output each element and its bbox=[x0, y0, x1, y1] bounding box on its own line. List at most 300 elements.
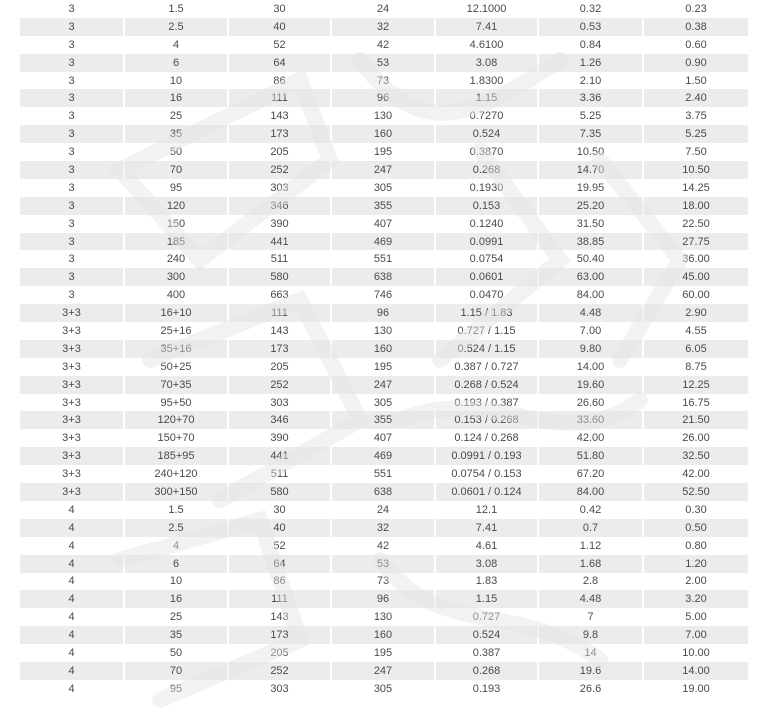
table-cell: 195 bbox=[331, 644, 435, 662]
table-cell: 5.25 bbox=[643, 125, 748, 143]
table-cell: 40 bbox=[228, 519, 331, 537]
table-cell: 25.20 bbox=[538, 197, 643, 215]
table-row bbox=[20, 608, 748, 626]
table-cell: 160 bbox=[331, 340, 435, 358]
table-row bbox=[20, 411, 748, 429]
table-cell: 551 bbox=[331, 465, 435, 483]
table-cell: 240+120 bbox=[124, 465, 228, 483]
table-cell: 70 bbox=[124, 662, 228, 680]
table-cell: 7 bbox=[538, 608, 643, 626]
table-cell: 1.12 bbox=[538, 537, 643, 555]
table-cell: 3 bbox=[20, 143, 124, 161]
table-cell: 143 bbox=[228, 608, 331, 626]
table-cell: 1.68 bbox=[538, 555, 643, 573]
table-cell: 407 bbox=[331, 429, 435, 447]
table-cell: 19.6 bbox=[538, 662, 643, 680]
table-cell: 407 bbox=[331, 215, 435, 233]
table-cell: 32 bbox=[331, 18, 435, 36]
table-cell: 3 bbox=[20, 54, 124, 72]
table-cell: 6 bbox=[124, 555, 228, 573]
table-cell: 3+3 bbox=[20, 429, 124, 447]
table-cell: 252 bbox=[228, 662, 331, 680]
table-cell: 22.50 bbox=[643, 215, 748, 233]
table-cell: 0.23 bbox=[643, 0, 748, 18]
table-cell: 0.153 / 0.268 bbox=[435, 411, 538, 429]
table-cell: 303 bbox=[228, 394, 331, 412]
table-cell: 0.0991 bbox=[435, 233, 538, 251]
table-cell: 10 bbox=[124, 573, 228, 591]
table-cell: 36.00 bbox=[643, 250, 748, 268]
table-cell: 120 bbox=[124, 197, 228, 215]
table-cell: 4.48 bbox=[538, 304, 643, 322]
table-cell: 0.268 / 0.524 bbox=[435, 376, 538, 394]
table-cell: 355 bbox=[331, 197, 435, 215]
table-cell: 7.50 bbox=[643, 143, 748, 161]
table-cell: 173 bbox=[228, 340, 331, 358]
table-row bbox=[20, 54, 748, 72]
table-cell: 638 bbox=[331, 268, 435, 286]
table-cell: 14.25 bbox=[643, 179, 748, 197]
table-row bbox=[20, 161, 748, 179]
table-cell: 38.85 bbox=[538, 233, 643, 251]
table-cell: 3 bbox=[20, 72, 124, 90]
table-cell: 4 bbox=[20, 590, 124, 608]
table-cell: 0.7270 bbox=[435, 107, 538, 125]
table-cell: 0.387 / 0.727 bbox=[435, 358, 538, 376]
table-cell: 390 bbox=[228, 429, 331, 447]
table-cell: 50 bbox=[124, 143, 228, 161]
table-cell: 19.00 bbox=[643, 680, 748, 698]
table-cell: 33.60 bbox=[538, 411, 643, 429]
table-cell: 0.727 bbox=[435, 608, 538, 626]
table-cell: 1.26 bbox=[538, 54, 643, 72]
table-cell: 73 bbox=[331, 72, 435, 90]
table-cell: 30 bbox=[228, 501, 331, 519]
table-cell: 0.0991 / 0.193 bbox=[435, 447, 538, 465]
table-cell: 24 bbox=[331, 501, 435, 519]
table-cell: 0.50 bbox=[643, 519, 748, 537]
table-cell: 40 bbox=[228, 18, 331, 36]
table-cell: 205 bbox=[228, 358, 331, 376]
table-row bbox=[20, 197, 748, 215]
table-cell: 53 bbox=[331, 555, 435, 573]
table-cell: 346 bbox=[228, 197, 331, 215]
table-cell: 150 bbox=[124, 215, 228, 233]
table-cell: 26.60 bbox=[538, 394, 643, 412]
table-cell: 0.124 / 0.268 bbox=[435, 429, 538, 447]
table-row bbox=[20, 662, 748, 680]
table-cell: 355 bbox=[331, 411, 435, 429]
table-cell: 31.50 bbox=[538, 215, 643, 233]
table-cell: 0.60 bbox=[643, 36, 748, 54]
table-row bbox=[20, 215, 748, 233]
table-cell: 0.193 bbox=[435, 680, 538, 698]
table-cell: 0.153 bbox=[435, 197, 538, 215]
table-cell: 64 bbox=[228, 54, 331, 72]
table-cell: 1.5 bbox=[124, 501, 228, 519]
table-cell: 130 bbox=[331, 322, 435, 340]
table-row bbox=[20, 590, 748, 608]
table-cell: 195 bbox=[331, 143, 435, 161]
table-cell: 3.36 bbox=[538, 89, 643, 107]
table-cell: 10.00 bbox=[643, 644, 748, 662]
table-cell: 1.15 bbox=[435, 590, 538, 608]
table-cell: 27.75 bbox=[643, 233, 748, 251]
table-cell: 185+95 bbox=[124, 447, 228, 465]
table-cell: 96 bbox=[331, 304, 435, 322]
table-cell: 4 bbox=[124, 537, 228, 555]
table-cell: 60.00 bbox=[643, 286, 748, 304]
table-cell: 240 bbox=[124, 250, 228, 268]
table-cell: 3 bbox=[20, 197, 124, 215]
table-cell: 14.00 bbox=[538, 358, 643, 376]
table-cell: 0.1930 bbox=[435, 179, 538, 197]
table-cell: 21.50 bbox=[643, 411, 748, 429]
table-cell: 4.6100 bbox=[435, 36, 538, 54]
table-cell: 400 bbox=[124, 286, 228, 304]
table-cell: 3+3 bbox=[20, 394, 124, 412]
table-cell: 4 bbox=[20, 626, 124, 644]
table-cell: 111 bbox=[228, 590, 331, 608]
table-cell: 25 bbox=[124, 608, 228, 626]
table-cell: 67.20 bbox=[538, 465, 643, 483]
table-cell: 130 bbox=[331, 107, 435, 125]
table-row bbox=[20, 537, 748, 555]
table-cell: 3+3 bbox=[20, 358, 124, 376]
table-cell: 441 bbox=[228, 447, 331, 465]
table-cell: 95 bbox=[124, 179, 228, 197]
table-cell: 0.268 bbox=[435, 662, 538, 680]
table-cell: 0.0601 / 0.124 bbox=[435, 483, 538, 501]
table-cell: 0.0470 bbox=[435, 286, 538, 304]
table-cell: 7.41 bbox=[435, 519, 538, 537]
table-cell: 5.00 bbox=[643, 608, 748, 626]
table-cell: 10 bbox=[124, 72, 228, 90]
table-cell: 143 bbox=[228, 322, 331, 340]
table-cell: 205 bbox=[228, 143, 331, 161]
table-row bbox=[20, 125, 748, 143]
table-cell: 1.5 bbox=[124, 0, 228, 18]
table-cell: 3.08 bbox=[435, 555, 538, 573]
table-row bbox=[20, 143, 748, 161]
table-cell: 0.193 / 0.387 bbox=[435, 394, 538, 412]
table-cell: 580 bbox=[228, 268, 331, 286]
table-cell: 130 bbox=[331, 608, 435, 626]
table-cell: 3+3 bbox=[20, 376, 124, 394]
table-row bbox=[20, 555, 748, 573]
table-cell: 3+3 bbox=[20, 411, 124, 429]
table-cell: 469 bbox=[331, 447, 435, 465]
table-cell: 4 bbox=[20, 555, 124, 573]
table-row bbox=[20, 626, 748, 644]
table-cell: 24 bbox=[331, 0, 435, 18]
table-cell: 303 bbox=[228, 680, 331, 698]
table-cell: 6.05 bbox=[643, 340, 748, 358]
table-row bbox=[20, 573, 748, 591]
table-cell: 3 bbox=[20, 268, 124, 286]
table-cell: 3 bbox=[20, 179, 124, 197]
table-cell: 638 bbox=[331, 483, 435, 501]
table-cell: 111 bbox=[228, 304, 331, 322]
table-cell: 7.35 bbox=[538, 125, 643, 143]
table-cell: 663 bbox=[228, 286, 331, 304]
table-row bbox=[20, 107, 748, 125]
table-cell: 0.3870 bbox=[435, 143, 538, 161]
table-row bbox=[20, 447, 748, 465]
table-row bbox=[20, 358, 748, 376]
table-row bbox=[20, 304, 748, 322]
table-cell: 3+3 bbox=[20, 304, 124, 322]
table-cell: 4.61 bbox=[435, 537, 538, 555]
table-cell: 50 bbox=[124, 644, 228, 662]
table-cell: 3+3 bbox=[20, 340, 124, 358]
table-cell: 52.50 bbox=[643, 483, 748, 501]
table-cell: 4 bbox=[20, 680, 124, 698]
table-row bbox=[20, 18, 748, 36]
table-cell: 42.00 bbox=[643, 465, 748, 483]
table-cell: 52 bbox=[228, 537, 331, 555]
table-cell: 1.20 bbox=[643, 555, 748, 573]
table-cell: 42.00 bbox=[538, 429, 643, 447]
table-cell: 1.50 bbox=[643, 72, 748, 90]
table-cell: 173 bbox=[228, 125, 331, 143]
table-row bbox=[20, 483, 748, 501]
table-cell: 120+70 bbox=[124, 411, 228, 429]
table-cell: 12.1000 bbox=[435, 0, 538, 18]
table-cell: 18.00 bbox=[643, 197, 748, 215]
table-cell: 0.0754 bbox=[435, 250, 538, 268]
table-cell: 2.10 bbox=[538, 72, 643, 90]
table-cell: 3.20 bbox=[643, 590, 748, 608]
table-cell: 0.727 / 1.15 bbox=[435, 322, 538, 340]
table-cell: 4 bbox=[20, 608, 124, 626]
table-cell: 7.00 bbox=[643, 626, 748, 644]
table-cell: 305 bbox=[331, 394, 435, 412]
table-cell: 19.60 bbox=[538, 376, 643, 394]
table-cell: 73 bbox=[331, 573, 435, 591]
table-cell: 252 bbox=[228, 376, 331, 394]
table-row bbox=[20, 89, 748, 107]
table-row bbox=[20, 72, 748, 90]
table-row bbox=[20, 680, 748, 698]
table-row bbox=[20, 233, 748, 251]
table-cell: 305 bbox=[331, 680, 435, 698]
table-cell: 0.524 / 1.15 bbox=[435, 340, 538, 358]
table-cell: 3 bbox=[20, 250, 124, 268]
table-cell: 0.53 bbox=[538, 18, 643, 36]
table-cell: 0.38 bbox=[643, 18, 748, 36]
table-cell: 16 bbox=[124, 89, 228, 107]
table-cell: 84.00 bbox=[538, 483, 643, 501]
table-cell: 16+10 bbox=[124, 304, 228, 322]
table-row bbox=[20, 179, 748, 197]
cable-spec-table bbox=[20, 0, 748, 698]
table-cell: 70+35 bbox=[124, 376, 228, 394]
table-row bbox=[20, 376, 748, 394]
table-cell: 3.75 bbox=[643, 107, 748, 125]
table-cell: 26.00 bbox=[643, 429, 748, 447]
table-cell: 12.1 bbox=[435, 501, 538, 519]
table-cell: 3 bbox=[20, 215, 124, 233]
table-cell: 50+25 bbox=[124, 358, 228, 376]
table-cell: 3 bbox=[20, 286, 124, 304]
table-cell: 1.8300 bbox=[435, 72, 538, 90]
table-cell: 10.50 bbox=[538, 143, 643, 161]
table-cell: 8.75 bbox=[643, 358, 748, 376]
table-body bbox=[20, 0, 748, 698]
table-cell: 4 bbox=[20, 501, 124, 519]
table-cell: 0.0601 bbox=[435, 268, 538, 286]
table-row bbox=[20, 429, 748, 447]
table-cell: 35 bbox=[124, 626, 228, 644]
table-row bbox=[20, 340, 748, 358]
table-cell: 51.80 bbox=[538, 447, 643, 465]
table-row bbox=[20, 322, 748, 340]
table-cell: 42 bbox=[331, 36, 435, 54]
table-row bbox=[20, 519, 748, 537]
table-cell: 511 bbox=[228, 465, 331, 483]
table-cell: 0.80 bbox=[643, 537, 748, 555]
table-cell: 205 bbox=[228, 644, 331, 662]
table-cell: 4 bbox=[20, 573, 124, 591]
table-cell: 7.00 bbox=[538, 322, 643, 340]
table-cell: 305 bbox=[331, 179, 435, 197]
table-cell: 441 bbox=[228, 233, 331, 251]
table-cell: 346 bbox=[228, 411, 331, 429]
table-cell: 3+3 bbox=[20, 322, 124, 340]
table-cell: 3 bbox=[20, 89, 124, 107]
table-cell: 50.40 bbox=[538, 250, 643, 268]
table-cell: 12.25 bbox=[643, 376, 748, 394]
table-cell: 2.40 bbox=[643, 89, 748, 107]
table-cell: 42 bbox=[331, 537, 435, 555]
table-cell: 6 bbox=[124, 54, 228, 72]
table-cell: 14 bbox=[538, 644, 643, 662]
table-cell: 0.268 bbox=[435, 161, 538, 179]
table-cell: 247 bbox=[331, 662, 435, 680]
table-cell: 303 bbox=[228, 179, 331, 197]
table-cell: 2.5 bbox=[124, 18, 228, 36]
table-cell: 4 bbox=[20, 644, 124, 662]
table-cell: 0.7 bbox=[538, 519, 643, 537]
table-cell: 5.25 bbox=[538, 107, 643, 125]
table-cell: 1.15 / 1.83 bbox=[435, 304, 538, 322]
table-cell: 0.90 bbox=[643, 54, 748, 72]
table-cell: 45.00 bbox=[643, 268, 748, 286]
cable-spec-table-container bbox=[20, 0, 748, 698]
table-cell: 143 bbox=[228, 107, 331, 125]
table-cell: 3 bbox=[20, 233, 124, 251]
table-cell: 0.0754 / 0.153 bbox=[435, 465, 538, 483]
table-cell: 86 bbox=[228, 72, 331, 90]
table-cell: 3 bbox=[20, 107, 124, 125]
table-cell: 25+16 bbox=[124, 322, 228, 340]
table-cell: 3 bbox=[20, 18, 124, 36]
table-cell: 160 bbox=[331, 125, 435, 143]
table-cell: 16.75 bbox=[643, 394, 748, 412]
table-cell: 0.1240 bbox=[435, 215, 538, 233]
table-row bbox=[20, 268, 748, 286]
table-cell: 7.41 bbox=[435, 18, 538, 36]
table-cell: 3.08 bbox=[435, 54, 538, 72]
table-row bbox=[20, 465, 748, 483]
table-cell: 3 bbox=[20, 36, 124, 54]
table-cell: 9.80 bbox=[538, 340, 643, 358]
table-cell: 19.95 bbox=[538, 179, 643, 197]
table-cell: 30 bbox=[228, 0, 331, 18]
table-cell: 10.50 bbox=[643, 161, 748, 179]
table-cell: 0.84 bbox=[538, 36, 643, 54]
table-cell: 63.00 bbox=[538, 268, 643, 286]
table-cell: 35+16 bbox=[124, 340, 228, 358]
table-cell: 52 bbox=[228, 36, 331, 54]
table-cell: 390 bbox=[228, 215, 331, 233]
table-cell: 150+70 bbox=[124, 429, 228, 447]
table-cell: 95 bbox=[124, 680, 228, 698]
table-cell: 32 bbox=[331, 519, 435, 537]
table-cell: 35 bbox=[124, 125, 228, 143]
table-cell: 14.70 bbox=[538, 161, 643, 179]
table-cell: 247 bbox=[331, 376, 435, 394]
table-cell: 2.90 bbox=[643, 304, 748, 322]
table-cell: 247 bbox=[331, 161, 435, 179]
table-cell: 3+3 bbox=[20, 483, 124, 501]
table-cell: 9.8 bbox=[538, 626, 643, 644]
table-cell: 195 bbox=[331, 358, 435, 376]
table-cell: 1.83 bbox=[435, 573, 538, 591]
table-cell: 185 bbox=[124, 233, 228, 251]
table-cell: 173 bbox=[228, 626, 331, 644]
table-row bbox=[20, 644, 748, 662]
table-cell: 300 bbox=[124, 268, 228, 286]
table-cell: 4 bbox=[20, 662, 124, 680]
table-cell: 32.50 bbox=[643, 447, 748, 465]
table-cell: 2.00 bbox=[643, 573, 748, 591]
table-cell: 96 bbox=[331, 89, 435, 107]
table-cell: 252 bbox=[228, 161, 331, 179]
table-cell: 16 bbox=[124, 590, 228, 608]
table-cell: 53 bbox=[331, 54, 435, 72]
table-row bbox=[20, 394, 748, 412]
table-cell: 551 bbox=[331, 250, 435, 268]
table-cell: 0.387 bbox=[435, 644, 538, 662]
table-cell: 96 bbox=[331, 590, 435, 608]
table-cell: 3 bbox=[20, 125, 124, 143]
table-cell: 4.55 bbox=[643, 322, 748, 340]
table-cell: 3+3 bbox=[20, 447, 124, 465]
table-cell: 0.524 bbox=[435, 626, 538, 644]
table-cell: 70 bbox=[124, 161, 228, 179]
table-cell: 160 bbox=[331, 626, 435, 644]
table-cell: 3 bbox=[20, 161, 124, 179]
table-cell: 746 bbox=[331, 286, 435, 304]
table-cell: 469 bbox=[331, 233, 435, 251]
table-cell: 84.00 bbox=[538, 286, 643, 304]
table-cell: 300+150 bbox=[124, 483, 228, 501]
table-cell: 1.15 bbox=[435, 89, 538, 107]
table-cell: 2.5 bbox=[124, 519, 228, 537]
table-cell: 95+50 bbox=[124, 394, 228, 412]
table-cell: 25 bbox=[124, 107, 228, 125]
table-cell: 0.30 bbox=[643, 501, 748, 519]
table-cell: 3+3 bbox=[20, 465, 124, 483]
table-cell: 64 bbox=[228, 555, 331, 573]
table-cell: 4 bbox=[124, 36, 228, 54]
table-cell: 3 bbox=[20, 0, 124, 18]
table-cell: 2.8 bbox=[538, 573, 643, 591]
table-cell: 511 bbox=[228, 250, 331, 268]
table-row bbox=[20, 286, 748, 304]
